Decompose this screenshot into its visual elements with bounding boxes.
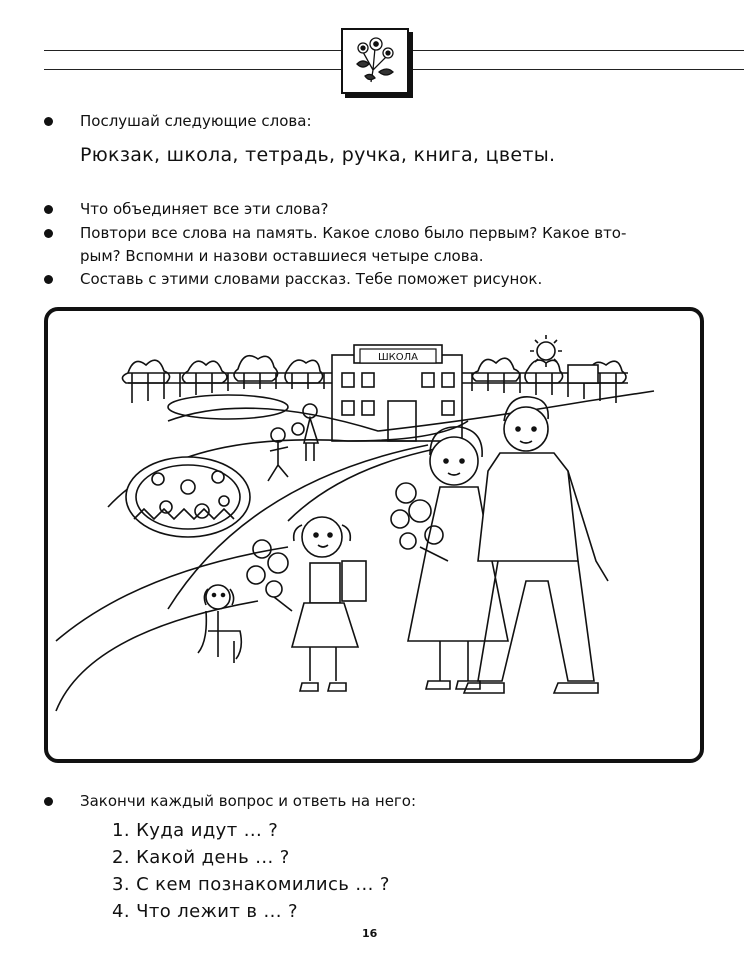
question-story: Составь с этими словами рассказ. Тебе поможет рисунок.: [80, 270, 543, 288]
man: [464, 397, 608, 693]
bullet: [44, 797, 53, 806]
bullet: [44, 117, 53, 126]
bullet: [44, 275, 53, 284]
bullet: [44, 205, 53, 214]
school-sign-text: ШКОЛА: [377, 352, 419, 363]
flower-bouquet-icon: [341, 28, 409, 94]
question-3: 3. С кем познакомились ... ?: [112, 874, 390, 895]
question-repeat-line2: рым? Вспомни и назови оставшиеся четыре слова.: [80, 247, 484, 265]
question-common: Что объединяет все эти слова?: [80, 200, 329, 218]
bullet: [44, 229, 53, 238]
flower-bed: [126, 457, 250, 537]
background-kids: [268, 404, 318, 481]
dog: [198, 585, 241, 663]
question-1: 1. Куда идут ... ?: [112, 820, 279, 841]
question-2: 2. Какой день ... ?: [112, 847, 290, 868]
page-number: 16: [362, 927, 378, 940]
finish-prompt: Закончи каждый вопрос и ответь на него:: [80, 792, 417, 810]
question-repeat-line1: Повтори все слова на память. Какое слово было первым? Какое вто-: [80, 224, 627, 242]
school-walk-illustration: [44, 307, 704, 763]
girl: [247, 517, 366, 691]
question-4: 4. Что лежит в ... ?: [112, 901, 298, 922]
word-list: Рюкзак, школа, тетрадь, ручка, книга, цветы.: [80, 144, 556, 166]
listen-instruction: Послушай следующие слова:: [80, 112, 312, 130]
